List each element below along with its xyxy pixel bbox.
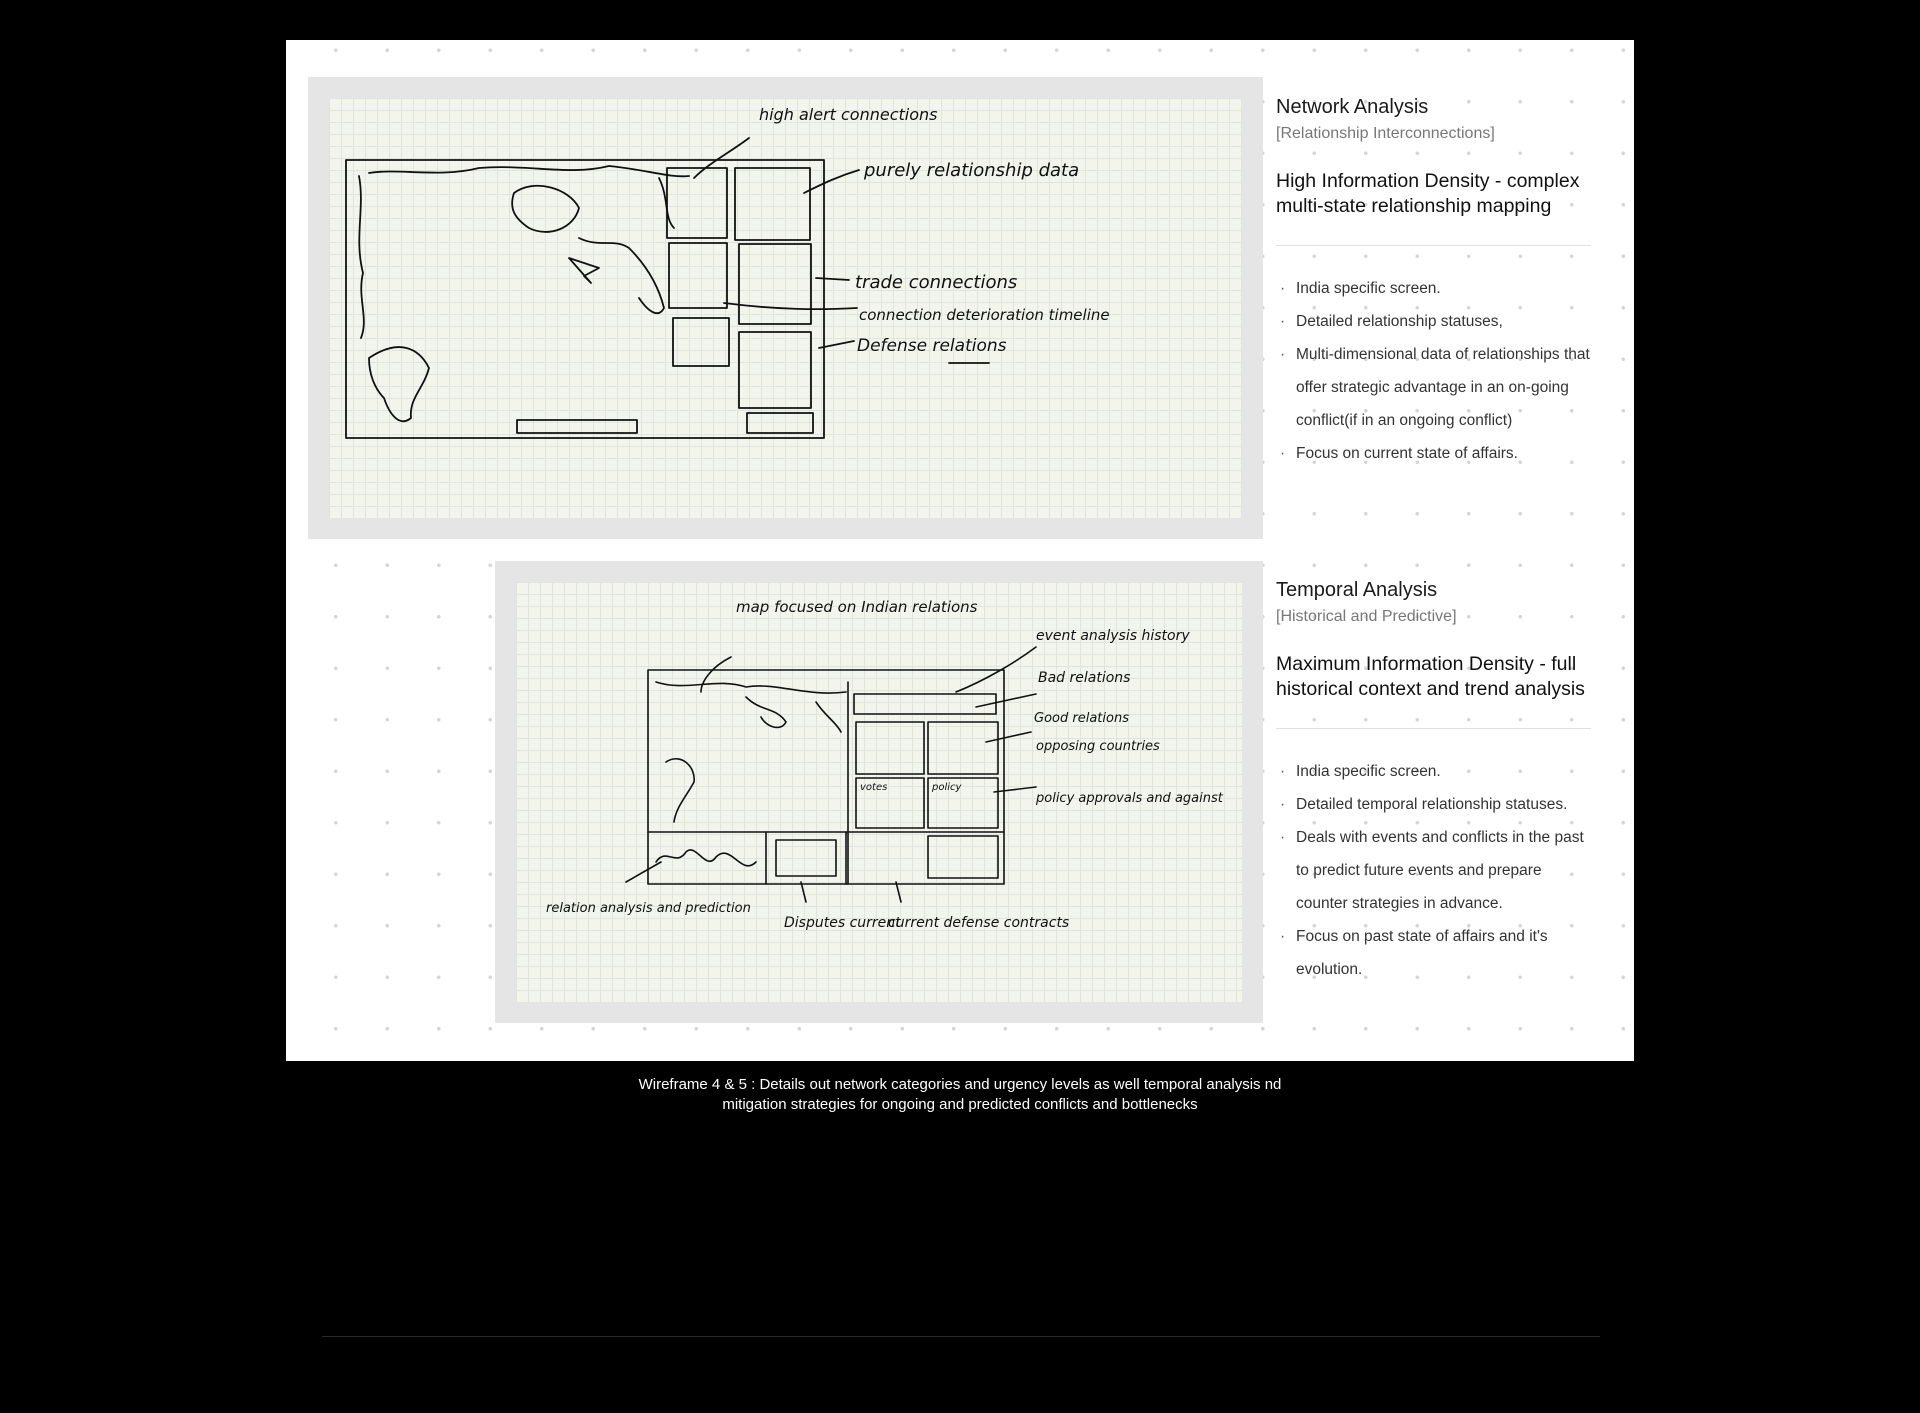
- figure-caption: [560, 1075, 1360, 1115]
- map-coast-top: [656, 682, 846, 693]
- map-coastline-top: [369, 166, 689, 176]
- arrow-trade: [816, 278, 849, 280]
- network-title: Network Analysis: [1276, 96, 1429, 118]
- note-disputes: Disputes current: [784, 915, 901, 931]
- note-relation-analysis: relation analysis and prediction: [546, 901, 751, 916]
- list-item: · Detailed relationship statuses,: [1276, 305, 1596, 338]
- arrow-relation-analysis: [626, 862, 661, 882]
- data-cell-5: [673, 318, 729, 366]
- list-item: · Detailed temporal relationship statuses.: [1276, 788, 1596, 821]
- note-trade: trade connections: [855, 272, 1018, 293]
- arrow-purely: [804, 170, 859, 193]
- box-good: [928, 722, 998, 774]
- note-good-relations: Good relations: [1034, 711, 1129, 726]
- timeline-strip: [854, 694, 996, 714]
- arrow-bad: [976, 694, 1036, 707]
- list-item: · Multi-dimensional data of relationships that offer strategic advantage in an on-going conflict(if in an ongoing conflict): [1276, 338, 1596, 437]
- temporal-screen-outline: [648, 670, 1004, 884]
- arrow-defense-contracts: [896, 882, 901, 902]
- network-description: High Information Density - complex multi-state relationship mapping: [1276, 170, 1580, 217]
- note-bad-relations: Bad relations: [1038, 670, 1131, 686]
- note-opposing: opposing countries: [1036, 739, 1160, 754]
- footer-divider: [322, 1336, 1600, 1337]
- network-bullets: [1276, 272, 1596, 470]
- map-india: [746, 697, 786, 727]
- caption-line-2: mitigation strategies for ongoing and predicted conflicts and bottlenecks: [722, 1096, 1198, 1113]
- map-coastline-west: [359, 176, 364, 338]
- note-defense-contracts: current defense contracts: [888, 915, 1070, 931]
- arrow-deterioration: [724, 303, 857, 309]
- arrow-map-focused: [701, 657, 731, 692]
- temporal-description: Maximum Information Density - full historical context and trend analysis: [1276, 653, 1585, 700]
- map-south: [666, 759, 694, 822]
- map-east: [816, 702, 841, 732]
- list-item: · India specific screen.: [1276, 755, 1596, 788]
- arrow-high-alert: [694, 138, 749, 178]
- data-cell-4: [739, 244, 811, 324]
- note-votes: votes: [860, 782, 888, 793]
- note-policy-box: policy: [932, 782, 962, 793]
- map-landmass-1: [512, 186, 579, 232]
- map-landmass-2: [569, 258, 599, 283]
- data-cell-1: [667, 168, 727, 238]
- arrow-good: [986, 732, 1031, 742]
- arrow-policy: [994, 787, 1036, 792]
- arrow-disputes: [801, 882, 806, 902]
- network-wireframe-sketch: [329, 98, 1242, 518]
- temporal-bullets: [1276, 755, 1596, 986]
- note-event-history: event analysis history: [1036, 628, 1190, 644]
- caption-line-1: Wireframe 4 & 5 : Details out network categories and urgency levels as well temporal analysis nd: [638, 1076, 1282, 1093]
- note-defense: Defense relations: [857, 336, 1007, 356]
- note-purely: purely relationship data: [864, 160, 1080, 181]
- box-bottom-right: [928, 836, 998, 878]
- list-item: · Focus on current state of affairs.: [1276, 437, 1596, 470]
- network-wireframe-frame: [308, 77, 1263, 539]
- data-cell-7: [747, 413, 813, 433]
- network-screen-outline: [346, 160, 824, 438]
- network-analysis-panel: [1276, 96, 1596, 470]
- trend-line: [656, 850, 756, 866]
- wireframe-board: [286, 40, 1634, 1061]
- note-policy: policy approvals and against: [1036, 791, 1223, 806]
- list-item: · Focus on past state of affairs and it's evolution.: [1276, 920, 1596, 986]
- note-high-alert: high alert connections: [759, 105, 938, 124]
- map-landmass-south: [369, 347, 429, 421]
- temporal-analysis-panel: [1276, 579, 1596, 986]
- box-disputes: [776, 840, 836, 876]
- data-cell-6: [739, 332, 811, 408]
- temporal-divider: [1276, 728, 1591, 729]
- temporal-title: Temporal Analysis: [1276, 579, 1438, 601]
- box-bad: [856, 722, 924, 774]
- timeline-bar: [517, 420, 637, 433]
- data-cell-2: [735, 168, 810, 240]
- note-deterioration: connection deterioration timeline: [859, 306, 1110, 324]
- note-map-focused: map focused on Indian relations: [736, 598, 978, 616]
- temporal-subtitle: [Historical and Predictive]: [1276, 608, 1457, 625]
- temporal-wireframe-sketch: [516, 582, 1242, 1002]
- network-divider: [1276, 245, 1591, 246]
- map-landmass-india: [579, 238, 664, 313]
- list-item: · India specific screen.: [1276, 272, 1596, 305]
- data-cell-3: [669, 243, 727, 308]
- temporal-wireframe-frame: [495, 561, 1263, 1023]
- list-item: · Deals with events and conflicts in the past to predict future events and prepare counter strategies in advance.: [1276, 821, 1596, 920]
- network-subtitle: [Relationship Interconnections]: [1276, 125, 1495, 142]
